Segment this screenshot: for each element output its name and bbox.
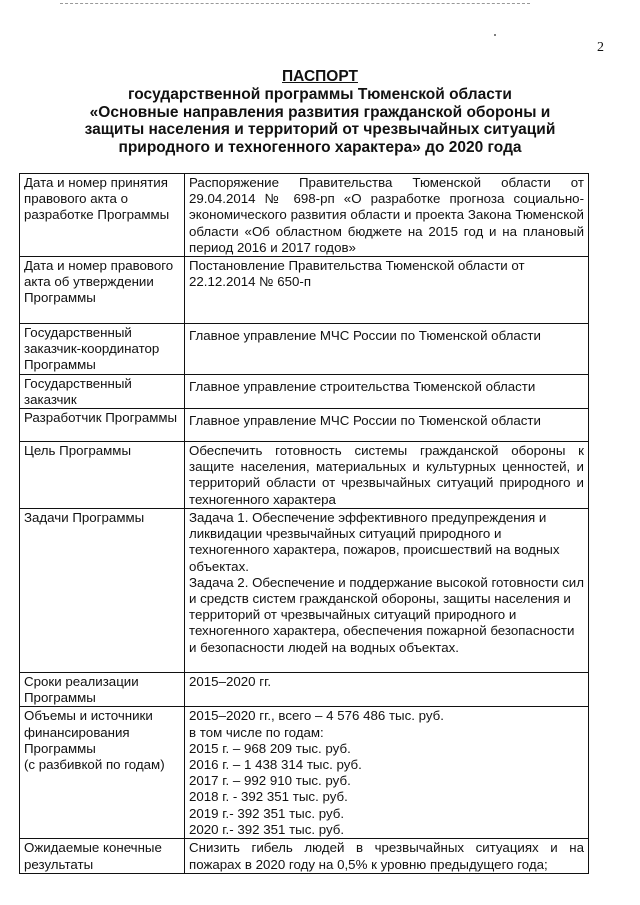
table-row [20,509,589,673]
row-label-timeframe: Сроки реализации Программы [20,673,185,707]
financing-line: 2018 г. - 392 351 тыс. руб. [189,789,348,805]
table-row [20,442,589,509]
table-row [20,324,589,375]
row-label-financing [20,707,185,839]
financing-line: 2020 г.- 392 351 тыс. руб. [189,821,345,837]
row-value-goal: Обеспечить готовность системы гражданской обороны к защите населения, материальных и культурных ценностей, и территорий области от чрезвычайных ситуаций природного и техногенного характера [185,442,589,509]
row-value-developer: Главное управление МЧС России по Тюменской области [185,409,589,442]
row-label-expected-results: Ожидаемые конечные результаты [20,839,185,873]
page-number: 2 [597,40,604,55]
table-row [20,839,589,873]
financing-line: 2015–2020 гг., всего – 4 576 486 тыс. руб. [189,708,444,724]
title-line-3: «Основные направления развития гражданской обороны и [89,103,551,121]
row-value-adoption-act: Распоряжение Правительства Тюменской области от 29.04.2014 № 698-рп «О разработке прогноза социально-экономического развития области и проекта Закона Тюменской области «Об областном бюджете на 2015 год и на плановый период 2016 и 2017 годов» [185,174,589,257]
task-2: Задача 2. Обеспечение и поддержание высокой готовности сил и средств систем гражданской обороны, защиты населения и территорий от чрезвычайных ситуаций природного и техногенного характера, обеспечения пожарной безопасности и безопасности людей на водных объектах. [189,574,584,655]
row-value-customer: Главное управление строительства Тюменской области [185,374,589,408]
row-label-tasks: Задачи Программы [20,509,185,673]
table-row [20,174,589,257]
row-label-developer: Разработчик Программы [20,409,185,442]
row-value-customer-coordinator: Главное управление МЧС России по Тюменской области [185,324,589,375]
row-value-approval-act: Постановление Правительства Тюменской области от 22.12.2014 № 650-п [185,257,589,324]
financing-line: 2015 г. – 968 209 тыс. руб. [189,740,351,756]
financing-line: 2017 г. – 992 910 тыс. руб. [189,773,351,789]
table-row [20,374,589,408]
row-value-tasks [185,509,589,673]
row-label-customer: Государственный заказчик [20,374,185,408]
passport-table [19,173,589,874]
row-label-approval-act: Дата и номер правового акта об утверждении Программы [20,257,185,324]
financing-label-note: (с разбивкой по годам) [24,757,165,773]
title-line-4: защиты населения и территорий от чрезвычайных ситуаций [84,121,556,138]
scan-speck [494,34,496,36]
row-label-customer-coordinator: Государственный заказчик-координатор Программы [20,324,185,375]
table-row [20,409,589,442]
table-row [20,707,589,839]
table-row [20,673,589,707]
financing-label: Объемы и источники финансирования Программы [24,708,153,756]
financing-line: в том числе по годам: [189,724,324,740]
financing-line: 2016 г. – 1 438 314 тыс. руб. [189,757,362,773]
row-value-expected-results: Снизить гибель людей в чрезвычайных ситуациях и на пожарах в 2020 году на 0,5% к уровню предыдущего года; [185,839,589,873]
scan-top-line [60,3,530,4]
row-label-goal: Цель Программы [20,442,185,509]
title-line-2: государственной программы Тюменской области [128,86,512,103]
title-passport: ПАСПОРТ [282,68,358,85]
title-line-5: природного и техногенного характера» до 2020 года [118,138,522,156]
row-label-adoption-act: Дата и номер принятия правового акта о разработке Программы [20,174,185,257]
row-value-timeframe: 2015–2020 гг. [185,673,589,707]
table-row [20,257,589,324]
financing-line: 2019 г.- 392 351 тыс. руб. [189,805,345,821]
task-1: Задача 1. Обеспечение эффективного предупреждения и ликвидации чрезвычайных ситуаций природного и техногенного характера, пожаров, происшествий на водных объектах. [189,510,560,574]
document-title [0,67,640,156]
row-value-financing [185,707,589,839]
